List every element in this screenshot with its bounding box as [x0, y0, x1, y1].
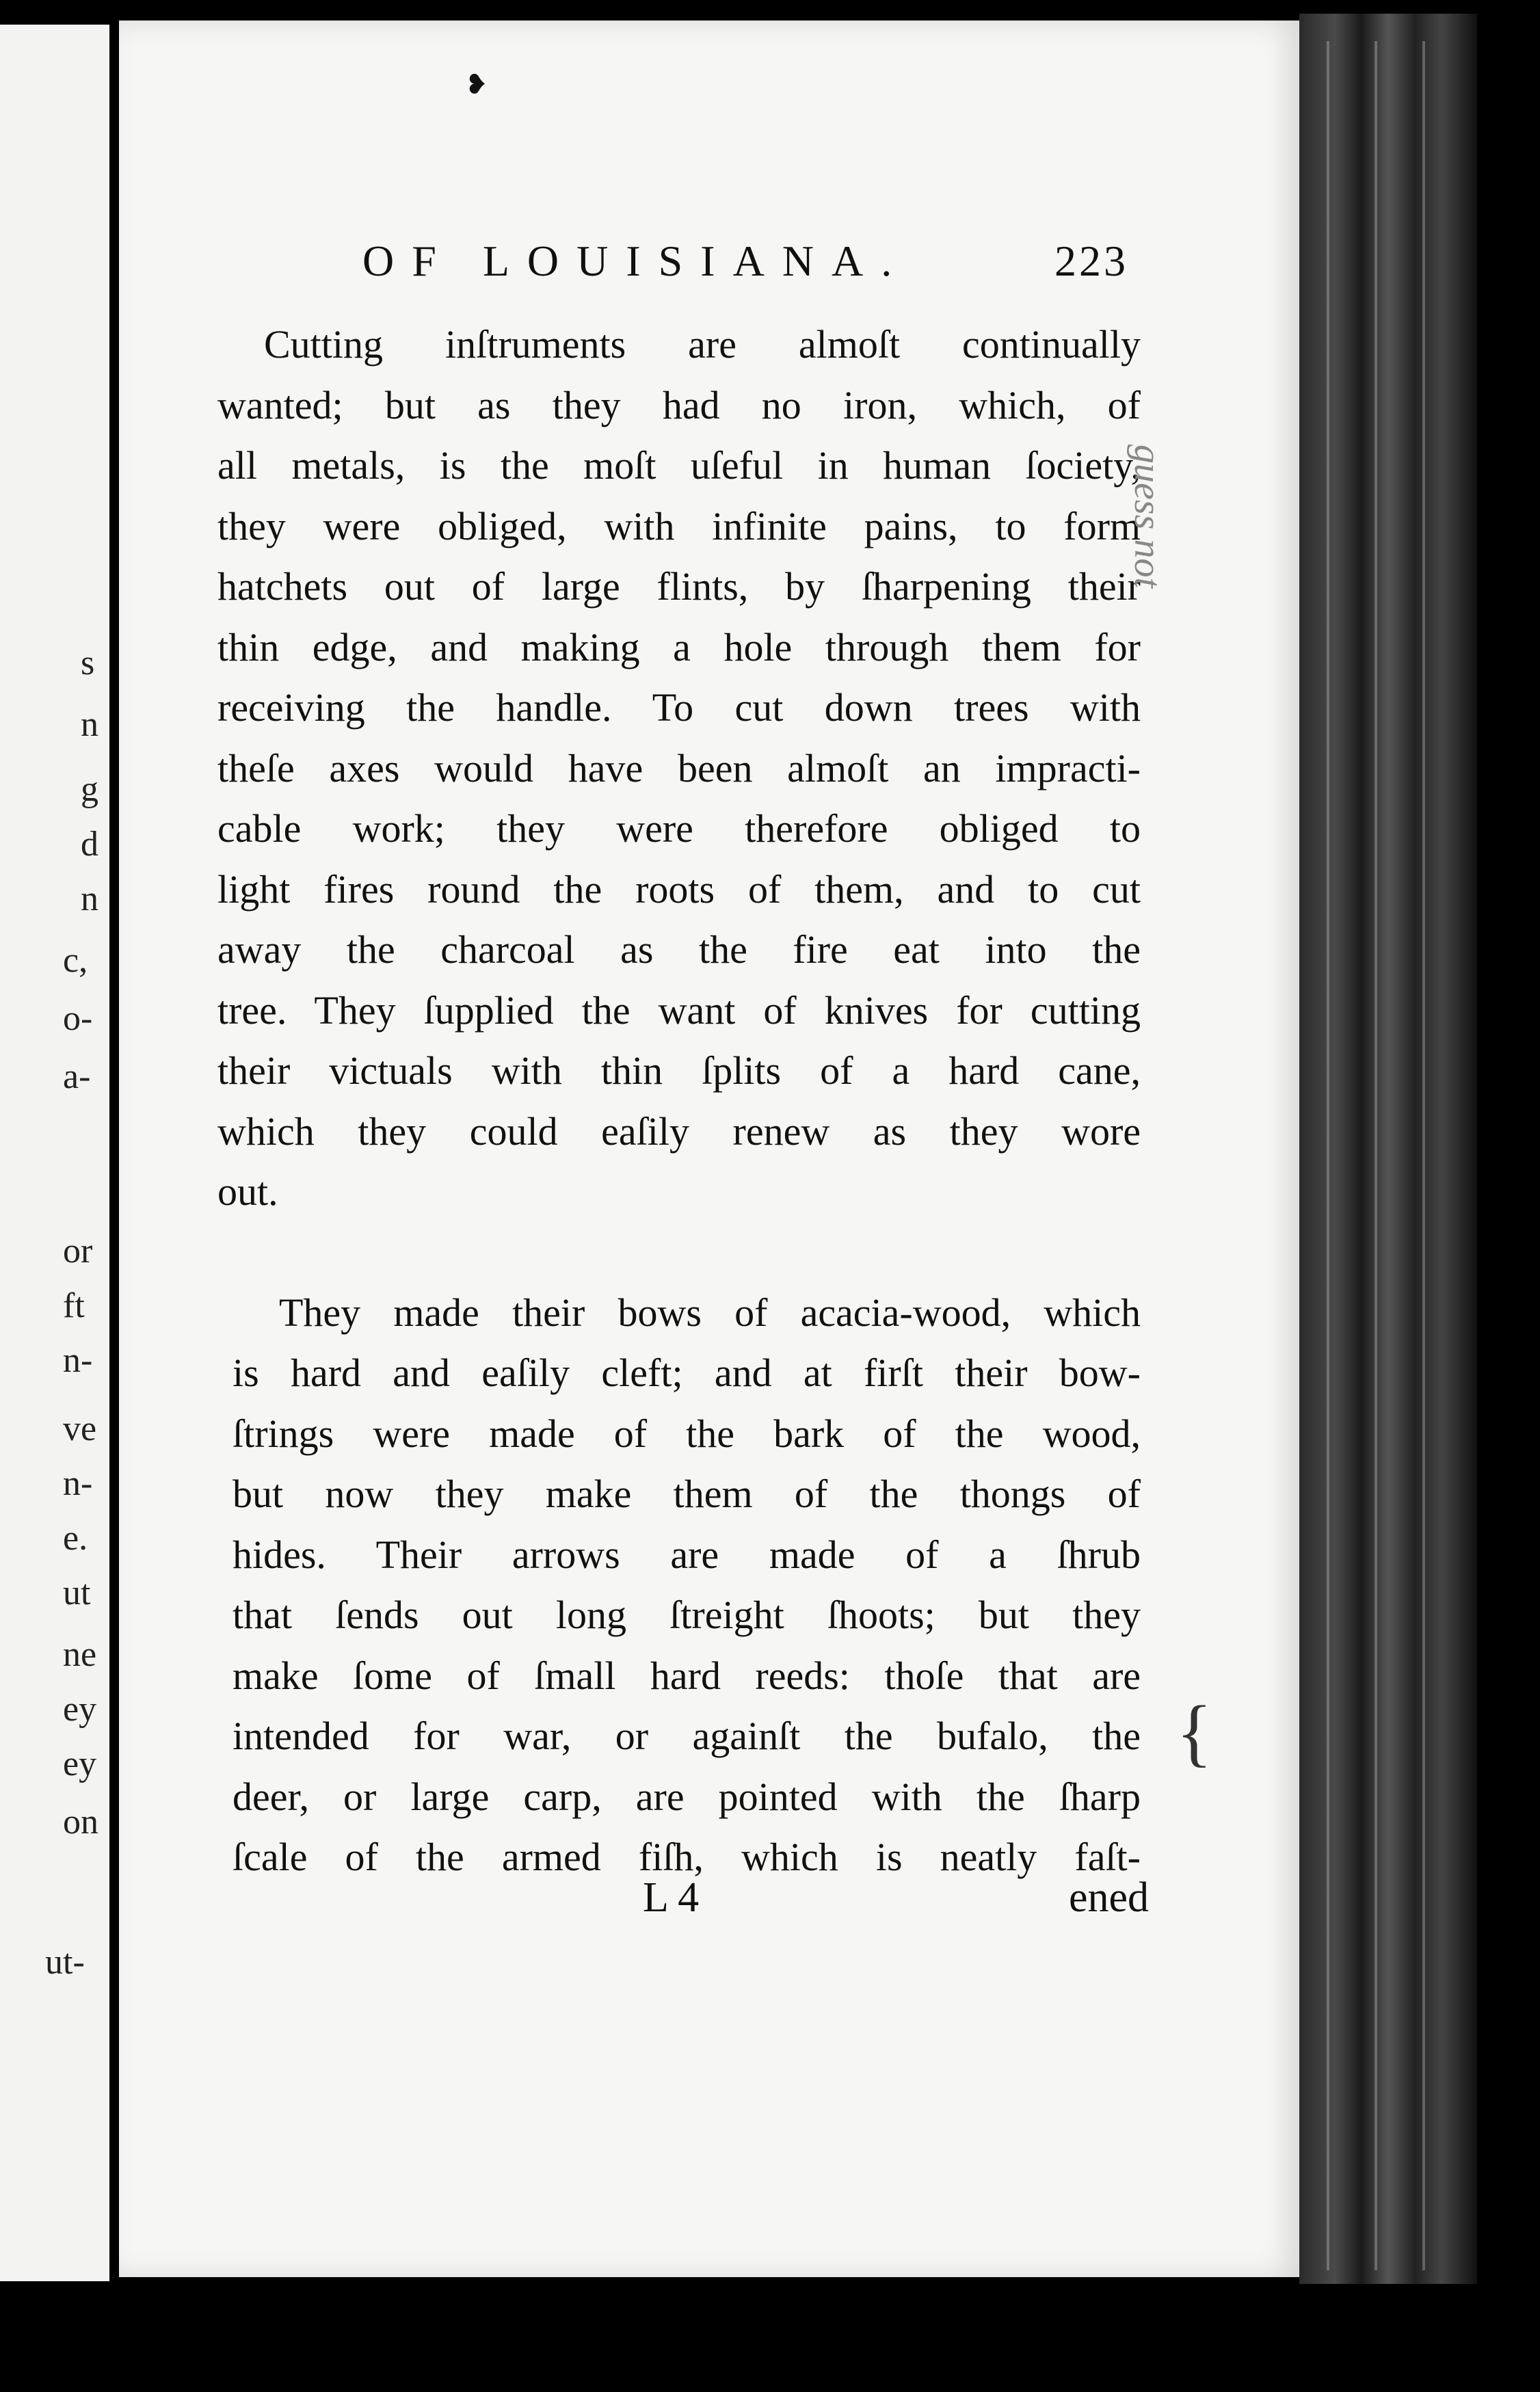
left-page-text-fragment: ut: [63, 1573, 91, 1612]
text-line: make ſome of ſmall hard reeds: thoſe that are: [233, 1653, 1141, 1698]
text-line: deer, or large carp, are pointed with the ſharp: [233, 1774, 1141, 1819]
edge-line: [1422, 41, 1425, 2270]
left-page-text-fragment: n-: [63, 1341, 93, 1380]
left-page-text-fragment: d: [81, 825, 98, 864]
left-page-text-fragment: ve: [63, 1409, 97, 1448]
gutter: [109, 0, 119, 2392]
paragraph-gap: [217, 1223, 1141, 1283]
margin-annotation: guess not: [1126, 444, 1169, 588]
left-page-text-fragment: n: [81, 879, 98, 918]
text-line: all metals, is the moſt uſeful in human ſociety,: [217, 443, 1141, 488]
ornament-mark: ❥: [465, 69, 488, 100]
text-line: is hard and eaſily cleft; and at firſt their bow-: [233, 1351, 1141, 1395]
left-page-text-fragment: n: [81, 705, 98, 744]
text-line: thin edge, and making a hole through them for: [217, 624, 1141, 669]
page-number: 223: [1054, 237, 1128, 285]
text-line: they were obliged, with infinite pains, to form: [217, 503, 1141, 548]
text-line: out.: [217, 1169, 278, 1214]
left-page-text-fragment: n-: [63, 1464, 93, 1503]
margin-brace: {: [1176, 1690, 1212, 1774]
text-line: cable work; they were therefore obliged to: [217, 806, 1141, 851]
left-page-text-fragment: g: [81, 770, 98, 809]
text-line: ſtrings were made of the bark of the wood,: [233, 1411, 1141, 1456]
paragraph: [217, 315, 1141, 1223]
left-page-text-fragment: or: [63, 1232, 93, 1271]
signature-mark: L 4: [643, 1874, 700, 1921]
text-line: receiving the handle. To cut down trees with: [217, 685, 1141, 730]
text-line: intended for war, or againſt the bufalo, the: [233, 1714, 1141, 1758]
left-page-text-fragment: e.: [63, 1519, 88, 1558]
text-line: They made their bows of acacia-wood, which: [279, 1290, 1141, 1335]
left-page-text-fragment: on: [63, 1803, 98, 1842]
text-line: which they could eaſily renew as they wore: [217, 1108, 1141, 1154]
body-text: [217, 315, 1141, 1888]
catchline: [233, 1874, 1149, 1928]
page-edge: [1299, 14, 1477, 2284]
text-line: away the charcoal as the fire eat into the: [217, 927, 1141, 972]
left-page-text-fragment: ne: [63, 1635, 97, 1674]
text-line: Cutting inſtruments are almoſt continually: [264, 322, 1141, 367]
left-page-text-fragment: ey: [63, 1690, 97, 1729]
text-line: light fires round the roots of them, and to cut: [217, 866, 1141, 912]
text-line: hatchets out of large flints, by ſharpening their: [217, 564, 1141, 609]
text-line: theſe axes would have been almoſt an impracti-: [217, 745, 1141, 790]
text-line: tree. They ſupplied the want of knives for cutting: [217, 987, 1141, 1033]
running-title: OF LOUISIANA.: [362, 237, 910, 285]
left-page-text-fragment: c,: [63, 941, 88, 980]
text-line: wanted; but as they had no iron, which, of: [217, 382, 1141, 427]
edge-line: [1327, 41, 1329, 2270]
left-page-text-fragment: o-: [63, 999, 93, 1038]
left-page-fragment: [0, 25, 112, 2281]
edge-line: [1375, 41, 1377, 2270]
text-line: ſcale of the armed fiſh, which is neatly faſt-: [233, 1835, 1141, 1879]
left-page-text-fragment: ey: [63, 1744, 97, 1783]
paragraph: [233, 1283, 1141, 1888]
left-page-text-fragment: ft: [63, 1286, 85, 1325]
text-line: that ſends out long ſtreight ſhoots; but they: [233, 1593, 1141, 1637]
left-page-text-fragment: ut-: [45, 1943, 85, 1982]
text-line: hides. Their arrows are made of a ſhrub: [233, 1532, 1141, 1577]
left-page-text-fragment: s: [81, 643, 95, 682]
running-head: [253, 236, 1142, 291]
left-page-text-fragment: a-: [63, 1057, 91, 1096]
text-line: their victuals with thin ſplits of a hard cane,: [217, 1048, 1141, 1093]
catchword: ened: [1068, 1874, 1149, 1921]
text-line: but now they make them of the thongs of: [233, 1472, 1141, 1516]
